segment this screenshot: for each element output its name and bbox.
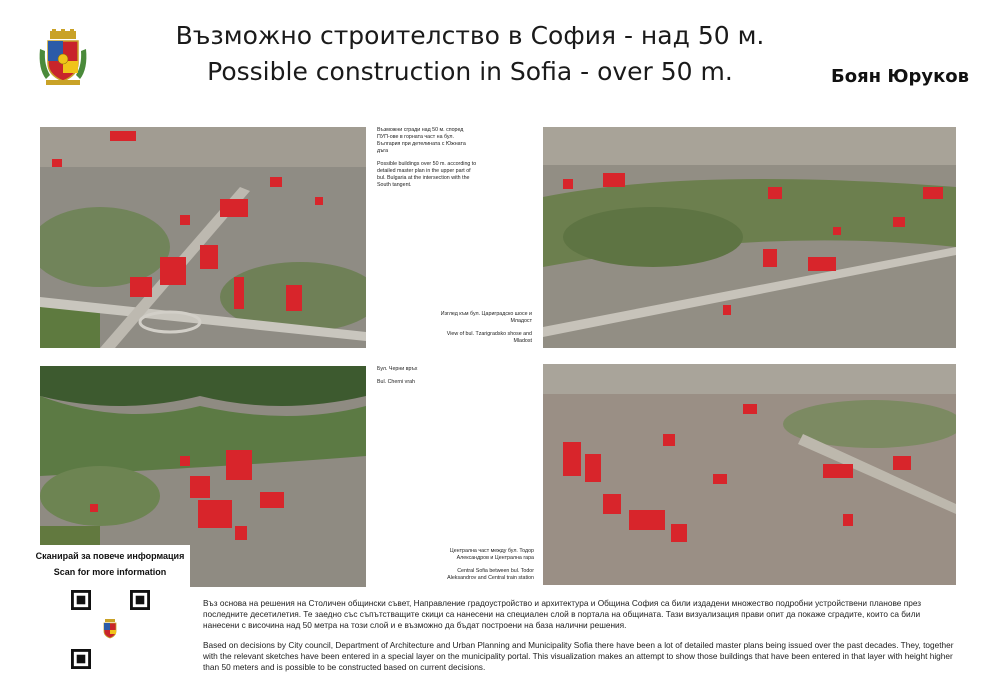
caption-view-4-en: Central Sofia between bul. Todor Aleksandrov and Central train station (447, 568, 534, 581)
description-en: Based on decisions by City council, Department of Architecture and Urban Planning and Municipality Sofia there have been a lot of detailed master plans being issued over the past decades. They, together with the relevant sketches have been entered in a special layer on the municipality portal. This visualization makes an attempt to show those buildings that have been entered in that layer with height higher than 50 meters and is possible to be constructed based on current decisions. (203, 640, 954, 672)
scan-label-en: Scan for more information (53, 567, 167, 577)
caption-view-4 (432, 548, 534, 588)
caption-view-2-en: View of bul. Tzarigradsko shose and Mladost (446, 331, 532, 344)
scan-label-bg: Сканирай за повече информация (35, 551, 185, 561)
aerial-view-central-sofia (543, 364, 956, 585)
caption-view-1 (377, 127, 477, 195)
author-name: Боян Юруков (831, 66, 970, 87)
qr-code-icon[interactable] (71, 649, 91, 669)
caption-view-2 (432, 311, 532, 351)
caption-view-1-bg: Възможни сгради над 50 м. според ПУП-ове в горната част на бул. България при детелината с Южната дъга (377, 127, 466, 154)
caption-view-3 (377, 366, 477, 392)
qr-code-icon[interactable] (71, 590, 91, 610)
caption-view-4-bg: Централна част между бул. Тодор Александров и Централна гара (449, 548, 534, 561)
qr-logo-icon (100, 618, 120, 640)
qr-code-icon[interactable] (130, 590, 150, 610)
caption-view-2-bg: Изглед към бул. Цариградско шосе и Младост (440, 311, 532, 324)
description-bg: Въз основа на решения на Столичен общински съвет, Направление градоустройство и архитектура и Община София са били издадени множество подробни устройствени планове през последните десетилетия. Те заедно със съпътстващите скици са нанесени на специален слой в портала на общината. Тази визуализация прави опит да покаже сградите, които са били нанесени с височина над 50 метра на този слой и е възможно да бъдат построени на база налични решения. (203, 598, 922, 630)
aerial-view-tzarigradsko-mladost (543, 127, 956, 348)
description (203, 598, 958, 682)
caption-view-1-en: Possible buildings over 50 m. according to detailed master plan in the upper part of bul. Bulgaria at the intersection with the South tangent. (377, 161, 477, 188)
sofia-coat-of-arms-icon (36, 29, 90, 87)
title-bulgarian: Възможно строителство в София - над 50 м. (175, 21, 765, 50)
aerial-view-bulgaria-blvd (40, 127, 366, 348)
title-english: Possible construction in Sofia - over 50 m. (207, 57, 733, 86)
caption-view-3-en: Bul. Cherni vrah (377, 379, 415, 385)
caption-view-3-bg: Бул. Черни връх (377, 366, 418, 372)
